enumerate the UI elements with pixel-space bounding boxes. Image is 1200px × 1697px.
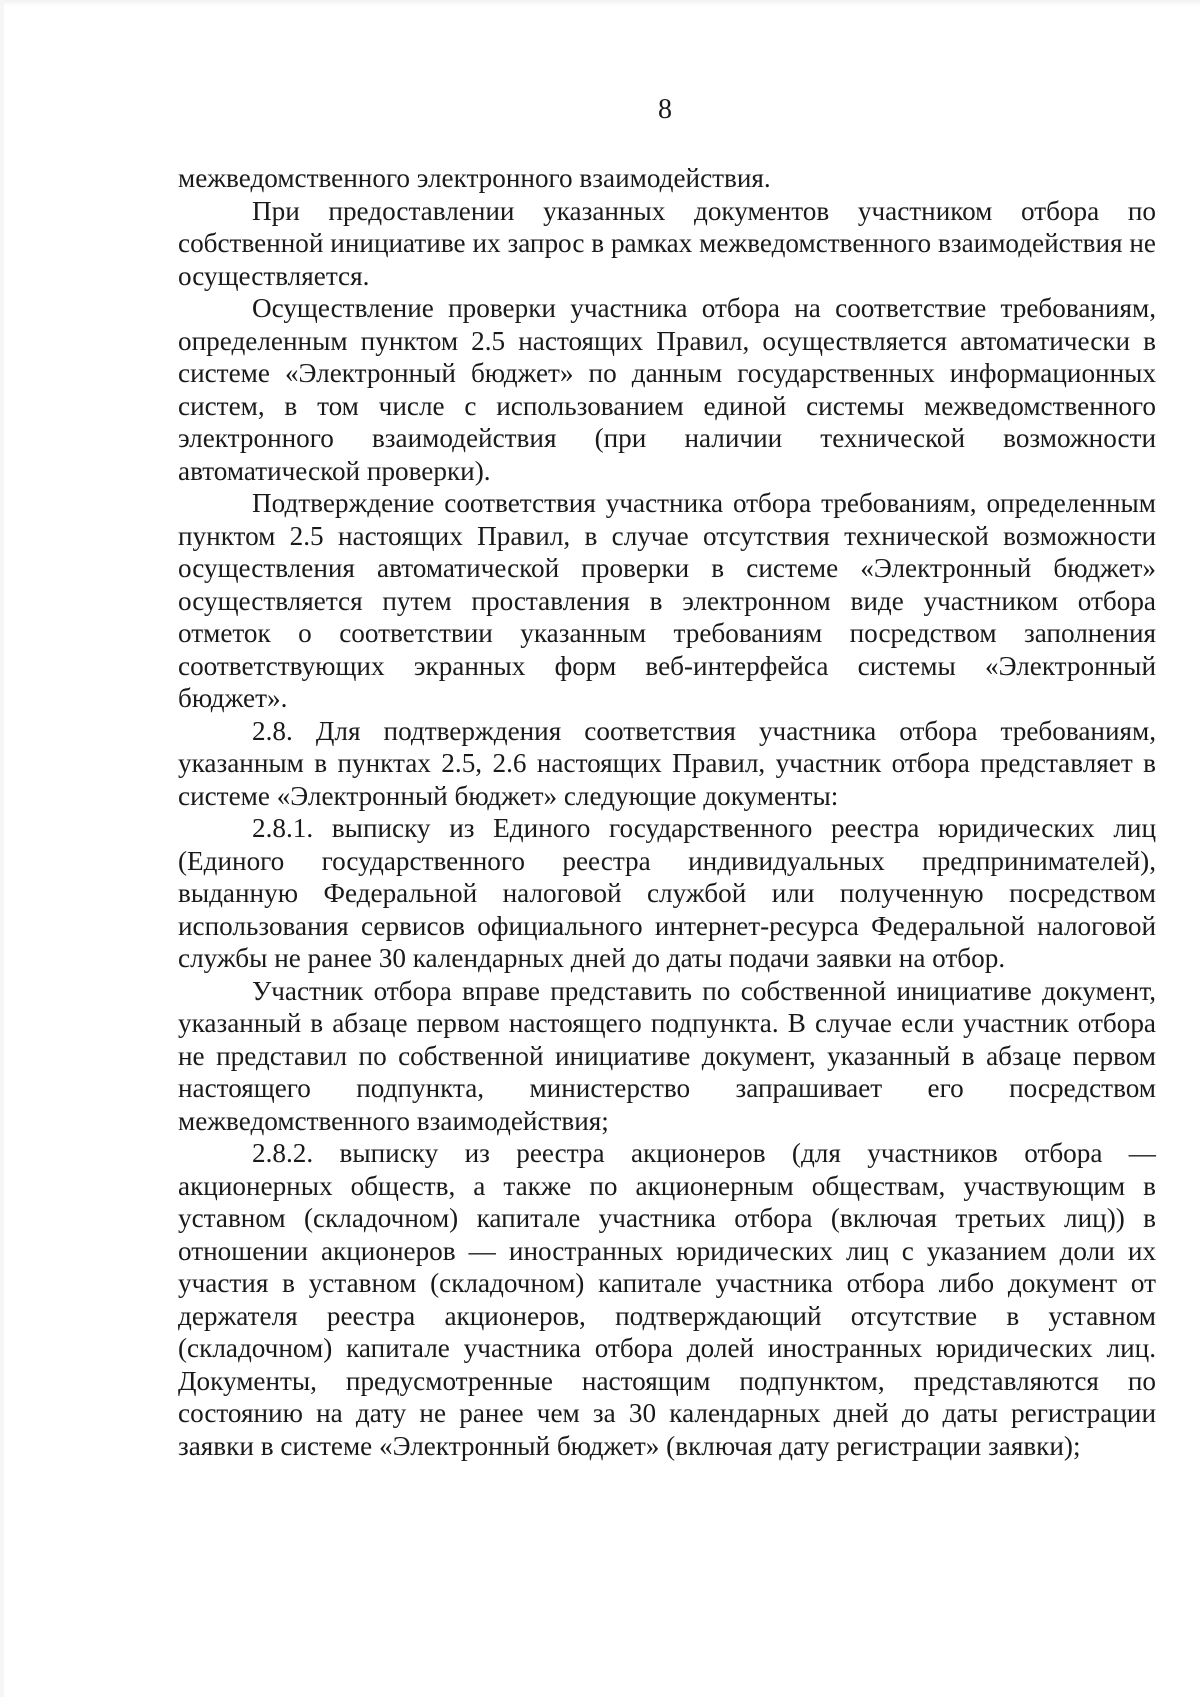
paragraph-continuation: межведомственного электронного взаимодействия. — [178, 163, 771, 193]
paragraph-confirmation: Подтверждение соответствия участника отбора требованиям, определенным пунктом 2.5 настоящих Правил, в случае отсутствия технической возможности осуществления автоматической проверки в системе «Электронный бюджет» осуществляется путем проставления в электронном виде участником отбора отметок о соответствии указанным требованиям посредством заполнения соответствующих экранных форм веб-интерфейса системы «Электронный бюджет». — [178, 488, 1156, 713]
scan-top-edge — [0, 0, 1200, 6]
scan-left-edge — [0, 0, 4, 1697]
paragraph-own-initiative: При предоставлении указанных документов участником отбора по собственной инициативе их запрос в рамках межведомственного взаимодействия не осуществляется. — [178, 195, 1156, 291]
page-number: 8 — [658, 94, 672, 125]
paragraph-2-8: 2.8. Для подтверждения соответствия участника отбора требованиям, указанным в пунктах 2.5, 2.6 настоящих Правил, участник отбора представляет в системе «Электронный бюджет» следующие документы: — [178, 715, 1156, 811]
document-body — [178, 162, 1156, 1462]
paragraph-2-8-2: 2.8.2. выписку из реестра акционеров (для участников отбора — акционерных обществ, а также по акционерным обществам, участвующим в уставном (складочном) капитале участника отбора (включая третьих лиц)) в отношении акционеров — иностранных юридических лиц с указанием доли их участия в уставном (складочном) капитале участника отбора либо документ от держателя реестра акционеров, подтверждающий отсутствие в уставном (складочном) капитале участника отбора долей иностранных юридических лиц. Документы, предусмотренные настоящим подпунктом, представляются по состоянию на дату не ранее чем за 30 календарных дней до даты регистрации заявки в системе «Электронный бюджет» (включая дату регистрации заявки); — [178, 1138, 1156, 1461]
paragraph-2-8-1: 2.8.1. выписку из Единого государственного реестра юридических лиц (Единого государственного реестра индивидуальных предпринимателей), выданную Федеральной налоговой службой или полученную посредством использования сервисов официального интернет-ресурса Федеральной налоговой службы не ранее 30 календарных дней до даты подачи заявки на отбор. — [178, 813, 1156, 973]
paragraph-participant-right: Участник отбора вправе представить по собственной инициативе документ, указанный в абзаце первом настоящего подпункта. В случае если участник отбора не представил по собственной инициативе документ, указанный в абзаце первом настоящего подпункта, министерство запрашивает его посредством межведомственного взаимодействия; — [178, 975, 1156, 1136]
paragraph-automatic-check: Осуществление проверки участника отбора на соответствие требованиям, определенным пунктом 2.5 настоящих Правил, осуществляется автоматически в системе «Электронный бюджет» по данным государственных информационных систем, в том числе с использованием единой системы межведомственного электронного взаимодействия (при наличии технической возможности автоматической проверки). — [178, 293, 1156, 486]
